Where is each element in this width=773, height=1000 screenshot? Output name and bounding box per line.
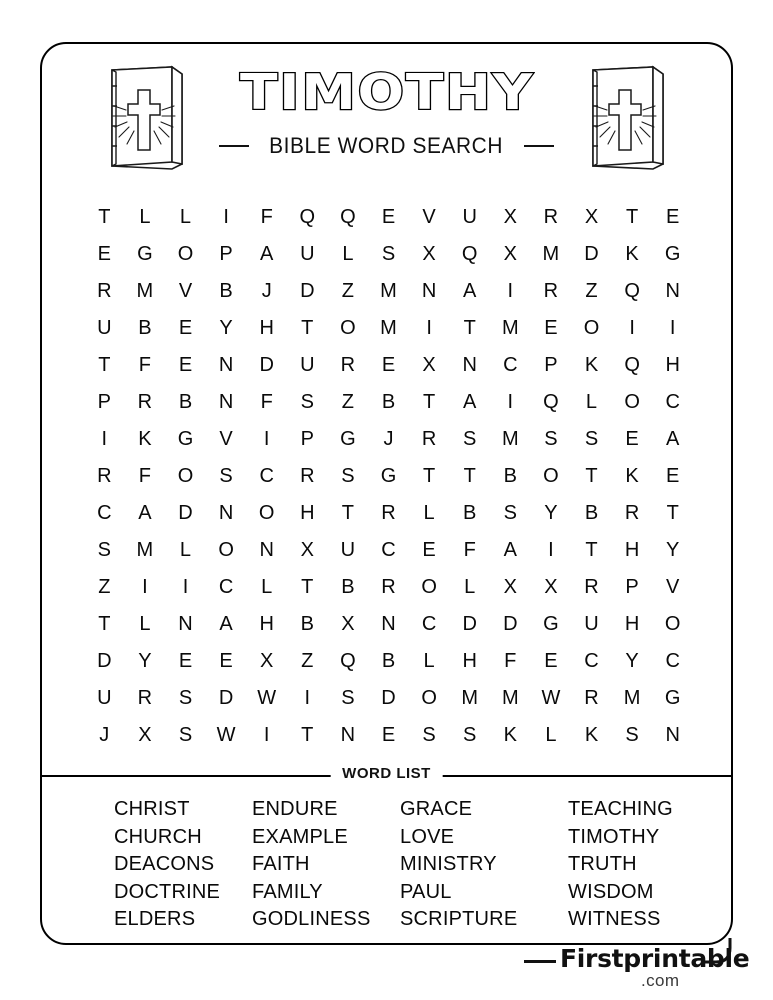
grid-cell[interactable]: T xyxy=(301,576,314,598)
grid-cell[interactable]: I xyxy=(101,428,108,450)
grid-cell[interactable]: Q xyxy=(340,206,356,228)
grid-cell[interactable]: E xyxy=(381,724,396,746)
grid-cell[interactable]: S xyxy=(178,724,193,746)
logo-curve-icon xyxy=(700,938,734,972)
grid-cell[interactable]: X xyxy=(544,576,558,598)
wordlist-item[interactable]: ENDURE xyxy=(252,798,338,820)
brand-name: Firstprintable xyxy=(560,944,750,973)
title-block xyxy=(172,62,602,159)
grid-cell[interactable]: N xyxy=(218,502,234,524)
grid-cell[interactable]: L xyxy=(261,576,273,598)
grid-cell[interactable]: E xyxy=(666,465,680,487)
grid-cell[interactable]: X xyxy=(422,354,436,376)
grid-cell[interactable]: R xyxy=(543,280,559,302)
grid-cell[interactable]: C xyxy=(665,391,680,413)
page-title: TIMOTHY xyxy=(239,64,534,121)
grid-cell[interactable]: I xyxy=(263,428,270,450)
grid-cell[interactable]: M xyxy=(623,687,641,709)
grid-cell[interactable]: U xyxy=(97,687,112,709)
grid-cell[interactable]: M xyxy=(380,280,397,302)
grid-cell[interactable]: N xyxy=(665,280,680,302)
grid-cell[interactable]: W xyxy=(216,724,236,746)
grid-cell[interactable]: Z xyxy=(341,391,354,413)
grid-cell[interactable]: P xyxy=(544,354,558,376)
grid-cell[interactable]: S xyxy=(341,465,355,487)
grid-cell[interactable]: C xyxy=(97,502,112,524)
grid-cell[interactable]: A xyxy=(138,502,152,524)
grid-cell[interactable]: R xyxy=(421,428,437,450)
wordlist-item[interactable]: MINISTRY xyxy=(400,853,497,875)
grid-cell[interactable]: C xyxy=(218,576,234,598)
grid-cell[interactable]: S xyxy=(584,428,599,450)
grid-cell[interactable]: Z xyxy=(341,280,354,302)
grid-cell[interactable]: Q xyxy=(340,650,356,672)
grid-cell[interactable]: B xyxy=(381,650,396,672)
grid-cell[interactable]: R xyxy=(584,687,599,709)
grid-cell[interactable]: E xyxy=(666,206,680,228)
wordlist-item[interactable]: WISDOM xyxy=(568,880,654,903)
grid-cell[interactable]: L xyxy=(464,576,476,598)
grid-cell[interactable]: L xyxy=(545,724,557,746)
grid-cell[interactable]: T xyxy=(463,465,476,487)
wordlist-item[interactable]: DEACONS xyxy=(114,853,215,875)
grid-cell[interactable]: B xyxy=(584,502,599,524)
grid-cell[interactable]: C xyxy=(381,539,396,561)
grid-cell[interactable]: N xyxy=(421,280,437,302)
grid-cell[interactable]: H xyxy=(624,613,640,635)
grid-cell[interactable]: B xyxy=(381,391,396,413)
grid-cell[interactable]: J xyxy=(383,428,394,450)
grid-cell[interactable]: T xyxy=(98,206,111,228)
wordlist-column xyxy=(252,796,400,934)
puzzle-card xyxy=(40,42,733,945)
grid-cell[interactable]: F xyxy=(138,465,151,487)
wordlist-item[interactable]: CHURCH xyxy=(114,825,202,848)
grid-cell[interactable]: B xyxy=(178,391,193,413)
grid-cell[interactable]: D xyxy=(381,687,396,709)
grid-cell[interactable]: I xyxy=(629,317,635,339)
grid-cell[interactable]: F xyxy=(260,391,273,413)
grid-cell[interactable]: S xyxy=(341,687,355,709)
grid-cell[interactable]: C xyxy=(503,354,518,376)
grid-cell[interactable]: Z xyxy=(301,650,314,672)
grid-cell[interactable]: U xyxy=(300,243,315,265)
grid-cell[interactable]: I xyxy=(507,280,514,302)
grid-cell[interactable]: U xyxy=(340,539,356,561)
grid-cell[interactable]: O xyxy=(258,502,275,524)
grid-cell[interactable]: N xyxy=(178,613,193,635)
grid-cell[interactable]: T xyxy=(301,317,314,339)
wordlist-item[interactable]: SCRIPTURE xyxy=(400,908,518,930)
grid-cell[interactable]: H xyxy=(665,354,680,376)
grid-cell[interactable]: L xyxy=(179,206,192,228)
grid-cell[interactable]: K xyxy=(584,354,599,376)
grid-cell[interactable]: R xyxy=(584,576,599,598)
grid-cell[interactable]: A xyxy=(260,243,274,265)
grid-cell[interactable]: V xyxy=(219,428,233,450)
wordlist-item[interactable]: GRACE xyxy=(400,798,473,820)
grid-cell[interactable]: K xyxy=(503,724,517,746)
grid-cell[interactable]: T xyxy=(625,206,639,228)
grid-cell[interactable]: T xyxy=(585,539,598,561)
letter-grid[interactable] xyxy=(84,199,693,754)
grid-cell[interactable]: O xyxy=(543,465,559,487)
grid-cell[interactable]: G xyxy=(340,428,356,450)
grid-cell[interactable]: L xyxy=(342,243,354,265)
grid-cell[interactable]: D xyxy=(584,243,599,265)
grid-cell[interactable]: X xyxy=(503,576,517,598)
grid-cell[interactable]: D xyxy=(259,354,274,376)
grid-cell[interactable]: X xyxy=(584,206,599,228)
grid-cell[interactable]: R xyxy=(543,206,559,228)
grid-cell[interactable]: N xyxy=(218,354,234,376)
grid-cell[interactable]: P xyxy=(97,391,111,413)
grid-cell[interactable]: O xyxy=(177,243,194,265)
grid-cell[interactable]: O xyxy=(421,576,437,598)
grid-cell[interactable]: R xyxy=(97,465,112,487)
grid-cell[interactable]: E xyxy=(178,650,193,672)
grid-cell[interactable]: T xyxy=(341,502,354,524)
grid-cell[interactable]: D xyxy=(300,280,315,302)
grid-cell[interactable]: D xyxy=(462,613,477,635)
grid-cell[interactable]: A xyxy=(463,280,477,302)
grid-cell[interactable]: X xyxy=(260,650,274,672)
grid-cell[interactable]: G xyxy=(137,243,153,265)
grid-cell[interactable]: S xyxy=(503,502,517,524)
grid-cell[interactable]: O xyxy=(624,391,640,413)
grid-cell[interactable]: G xyxy=(380,465,397,487)
grid-cell[interactable]: B xyxy=(219,280,233,302)
grid-cell[interactable]: L xyxy=(423,502,435,524)
grid-cell[interactable]: R xyxy=(137,391,153,413)
grid-cell[interactable]: B xyxy=(138,317,152,339)
grid-cell[interactable]: A xyxy=(666,428,680,450)
grid-cell[interactable]: O xyxy=(583,317,600,339)
grid-cell[interactable]: Q xyxy=(624,354,640,376)
grid-cell[interactable]: T xyxy=(585,465,598,487)
grid-cell[interactable]: J xyxy=(261,280,272,302)
grid-cell[interactable]: I xyxy=(142,576,148,598)
grid-cell[interactable]: C xyxy=(421,613,437,635)
grid-cell[interactable]: X xyxy=(138,724,152,746)
wordlist-item[interactable]: GODLINESS xyxy=(252,908,371,930)
grid-cell[interactable]: Y xyxy=(219,317,233,339)
grid-cell[interactable]: E xyxy=(544,317,558,339)
grid-cell[interactable]: M xyxy=(380,317,397,339)
grid-cell[interactable]: E xyxy=(178,354,193,376)
grid-cell[interactable]: Y xyxy=(625,650,639,672)
grid-cell[interactable]: I xyxy=(223,206,229,228)
subtitle-row xyxy=(172,133,602,159)
grid-cell[interactable]: R xyxy=(381,576,396,598)
grid-cell[interactable]: T xyxy=(422,465,436,487)
grid-cell[interactable]: H xyxy=(300,502,315,524)
grid-cell[interactable]: T xyxy=(301,724,314,746)
grid-cell[interactable]: E xyxy=(625,428,639,450)
footer-branding xyxy=(0,938,773,1000)
grid-cell[interactable]: Z xyxy=(98,576,111,598)
grid-cell[interactable]: O xyxy=(218,539,234,561)
grid-cell[interactable]: G xyxy=(664,243,681,265)
grid-cell[interactable]: K xyxy=(625,243,639,265)
grid-cell[interactable]: F xyxy=(504,650,517,672)
grid-cell[interactable]: C xyxy=(665,650,680,672)
grid-cell[interactable]: X xyxy=(341,613,355,635)
grid-cell[interactable]: T xyxy=(463,317,476,339)
grid-cell[interactable]: M xyxy=(136,280,154,302)
grid-cell[interactable]: N xyxy=(665,724,680,746)
grid-cell[interactable]: X xyxy=(503,206,517,228)
grid-cell[interactable]: Q xyxy=(543,391,559,413)
wordlist-item[interactable]: EXAMPLE xyxy=(252,825,348,848)
grid-cell[interactable]: E xyxy=(97,243,111,265)
grid-cell[interactable]: O xyxy=(664,613,681,635)
logo-rule xyxy=(524,960,556,963)
grid-cell[interactable]: K xyxy=(138,428,152,450)
grid-cell[interactable]: D xyxy=(97,650,112,672)
grid-cell[interactable]: H xyxy=(259,317,274,339)
grid-cell[interactable]: F xyxy=(260,206,273,228)
grid-cell[interactable]: I xyxy=(182,576,189,598)
grid-cell[interactable]: I xyxy=(548,539,554,561)
wordlist-column xyxy=(400,796,568,934)
grid-cell[interactable]: L xyxy=(139,613,151,635)
grid-cell[interactable]: H xyxy=(462,650,477,672)
wordlist-item[interactable]: TEACHING xyxy=(568,798,673,820)
grid-cell[interactable]: G xyxy=(177,428,194,450)
wordlist-item[interactable]: WITNESS xyxy=(568,908,661,930)
wordlist-column xyxy=(568,796,674,934)
bible-book-cross-icon xyxy=(583,64,671,172)
grid-cell[interactable]: M xyxy=(461,687,479,709)
grid-cell[interactable]: P xyxy=(219,243,233,265)
grid-cell[interactable]: E xyxy=(544,650,558,672)
grid-cell[interactable]: E xyxy=(381,206,396,228)
grid-cell[interactable]: B xyxy=(503,465,517,487)
wordlist-item[interactable]: FAMILY xyxy=(252,880,323,903)
grid-cell[interactable]: A xyxy=(503,539,517,561)
grid-cell[interactable]: L xyxy=(585,391,598,413)
grid-cell[interactable]: W xyxy=(541,687,561,709)
wordlist-item[interactable]: FAITH xyxy=(252,853,310,875)
brand-tld: .com xyxy=(641,971,680,990)
wordlist-item[interactable]: PAUL xyxy=(400,880,452,903)
grid-cell[interactable]: S xyxy=(97,539,111,561)
grid-cell[interactable]: M xyxy=(501,317,519,339)
grid-cell[interactable]: E xyxy=(219,650,233,672)
puzzle-header xyxy=(42,44,731,194)
grid-cell[interactable]: U xyxy=(462,206,477,228)
grid-cell[interactable]: A xyxy=(219,613,233,635)
word-list xyxy=(114,796,674,934)
grid-cell[interactable]: C xyxy=(259,465,274,487)
grid-cell[interactable]: B xyxy=(300,613,314,635)
grid-cell[interactable]: S xyxy=(463,724,477,746)
grid-cell[interactable]: N xyxy=(218,391,234,413)
grid-cell[interactable]: G xyxy=(543,613,559,635)
grid-cell[interactable]: Q xyxy=(461,243,478,265)
grid-cell[interactable]: X xyxy=(300,539,314,561)
grid-cell[interactable]: E xyxy=(381,354,396,376)
subtitle-dash-left xyxy=(219,145,249,147)
grid-cell[interactable]: T xyxy=(666,502,679,524)
grid-cell[interactable]: S xyxy=(625,724,639,746)
grid-cell[interactable]: R xyxy=(300,465,315,487)
grid-cell[interactable]: X xyxy=(503,243,517,265)
grid-cell[interactable]: I xyxy=(669,317,676,339)
grid-cell[interactable]: K xyxy=(584,724,599,746)
grid-cell[interactable]: F xyxy=(463,539,476,561)
wordlist-item[interactable]: CHRIST xyxy=(114,798,190,820)
grid-cell[interactable]: E xyxy=(178,317,193,339)
grid-cell[interactable]: I xyxy=(263,724,270,746)
grid-cell[interactable]: R xyxy=(381,502,396,524)
grid-cell[interactable]: N xyxy=(381,613,396,635)
grid-cell[interactable]: S xyxy=(178,687,193,709)
grid-cell[interactable]: M xyxy=(542,243,560,265)
grid-cell[interactable]: O xyxy=(340,317,356,339)
grid-cell[interactable]: P xyxy=(625,576,639,598)
grid-cell[interactable]: S xyxy=(422,724,436,746)
grid-cell[interactable]: O xyxy=(421,687,437,709)
grid-cell[interactable]: D xyxy=(218,687,234,709)
grid-cell[interactable]: M xyxy=(501,428,519,450)
wordlist-column xyxy=(114,796,252,934)
grid-cell[interactable]: J xyxy=(99,724,110,746)
grid-cell[interactable]: L xyxy=(179,539,192,561)
grid-cell[interactable]: L xyxy=(139,206,151,228)
grid-cell[interactable]: Y xyxy=(666,539,680,561)
grid-cell[interactable]: Q xyxy=(299,206,316,228)
grid-cell[interactable]: U xyxy=(300,354,315,376)
grid-cell[interactable]: W xyxy=(257,687,277,709)
grid-cell[interactable]: X xyxy=(422,243,436,265)
grid-cell[interactable]: P xyxy=(300,428,314,450)
grid-cell[interactable]: M xyxy=(501,687,519,709)
grid-cell[interactable]: Z xyxy=(585,280,598,302)
grid-cell[interactable]: U xyxy=(584,613,599,635)
grid-cell[interactable]: N xyxy=(259,539,274,561)
grid-cell[interactable]: K xyxy=(625,465,639,487)
grid-cell[interactable]: Y xyxy=(138,650,152,672)
grid-cell[interactable]: C xyxy=(584,650,599,672)
grid-cell[interactable]: D xyxy=(503,613,518,635)
wordlist-item[interactable]: ELDERS xyxy=(114,908,196,930)
grid-cell[interactable]: S xyxy=(300,391,314,413)
grid-cell[interactable]: L xyxy=(423,650,435,672)
grid-cell[interactable]: G xyxy=(664,687,681,709)
grid-cell[interactable]: V xyxy=(666,576,680,598)
grid-cell[interactable]: H xyxy=(259,613,274,635)
grid-cell[interactable]: B xyxy=(341,576,355,598)
grid-cell[interactable]: S xyxy=(219,465,233,487)
grid-cell[interactable]: S xyxy=(544,428,558,450)
grid-cell[interactable]: T xyxy=(422,391,436,413)
grid-cell[interactable]: M xyxy=(136,539,154,561)
page-subtitle: BIBLE WORD SEARCH xyxy=(269,133,504,158)
grid-cell[interactable]: U xyxy=(97,317,112,339)
grid-cell[interactable]: A xyxy=(463,391,477,413)
grid-cell[interactable]: F xyxy=(138,354,151,376)
grid-cell[interactable]: B xyxy=(463,502,477,524)
wordlist-heading: WORD LIST xyxy=(330,765,443,782)
grid-cell[interactable]: S xyxy=(381,243,396,265)
wordlist-item[interactable]: TIMOTHY xyxy=(568,825,660,848)
grid-cell[interactable]: V xyxy=(422,206,436,228)
wordlist-item[interactable]: LOVE xyxy=(400,825,455,848)
grid-cell[interactable]: T xyxy=(98,354,111,376)
wordlist-item[interactable]: DOCTRINE xyxy=(114,880,221,903)
grid-cell[interactable]: I xyxy=(304,687,311,709)
grid-cell[interactable]: H xyxy=(624,539,640,561)
grid-cell[interactable]: E xyxy=(422,539,436,561)
grid-cell[interactable]: I xyxy=(426,317,432,339)
grid-cell[interactable]: R xyxy=(624,502,640,524)
grid-cell[interactable]: O xyxy=(177,465,194,487)
grid-cell[interactable]: D xyxy=(178,502,193,524)
grid-cell[interactable]: I xyxy=(507,391,514,413)
grid-cell[interactable]: V xyxy=(178,280,193,302)
grid-cell[interactable]: R xyxy=(137,687,153,709)
grid-cell[interactable]: R xyxy=(340,354,356,376)
grid-cell[interactable]: S xyxy=(463,428,477,450)
grid-cell[interactable]: N xyxy=(462,354,477,376)
grid-cell[interactable]: N xyxy=(340,724,356,746)
grid-cell[interactable]: T xyxy=(98,613,111,635)
grid-cell[interactable]: Y xyxy=(544,502,558,524)
grid-cell[interactable]: R xyxy=(97,280,112,302)
grid-cell[interactable]: Q xyxy=(624,280,640,302)
subtitle-dash-right xyxy=(524,145,554,147)
wordlist-item[interactable]: TRUTH xyxy=(568,853,637,875)
